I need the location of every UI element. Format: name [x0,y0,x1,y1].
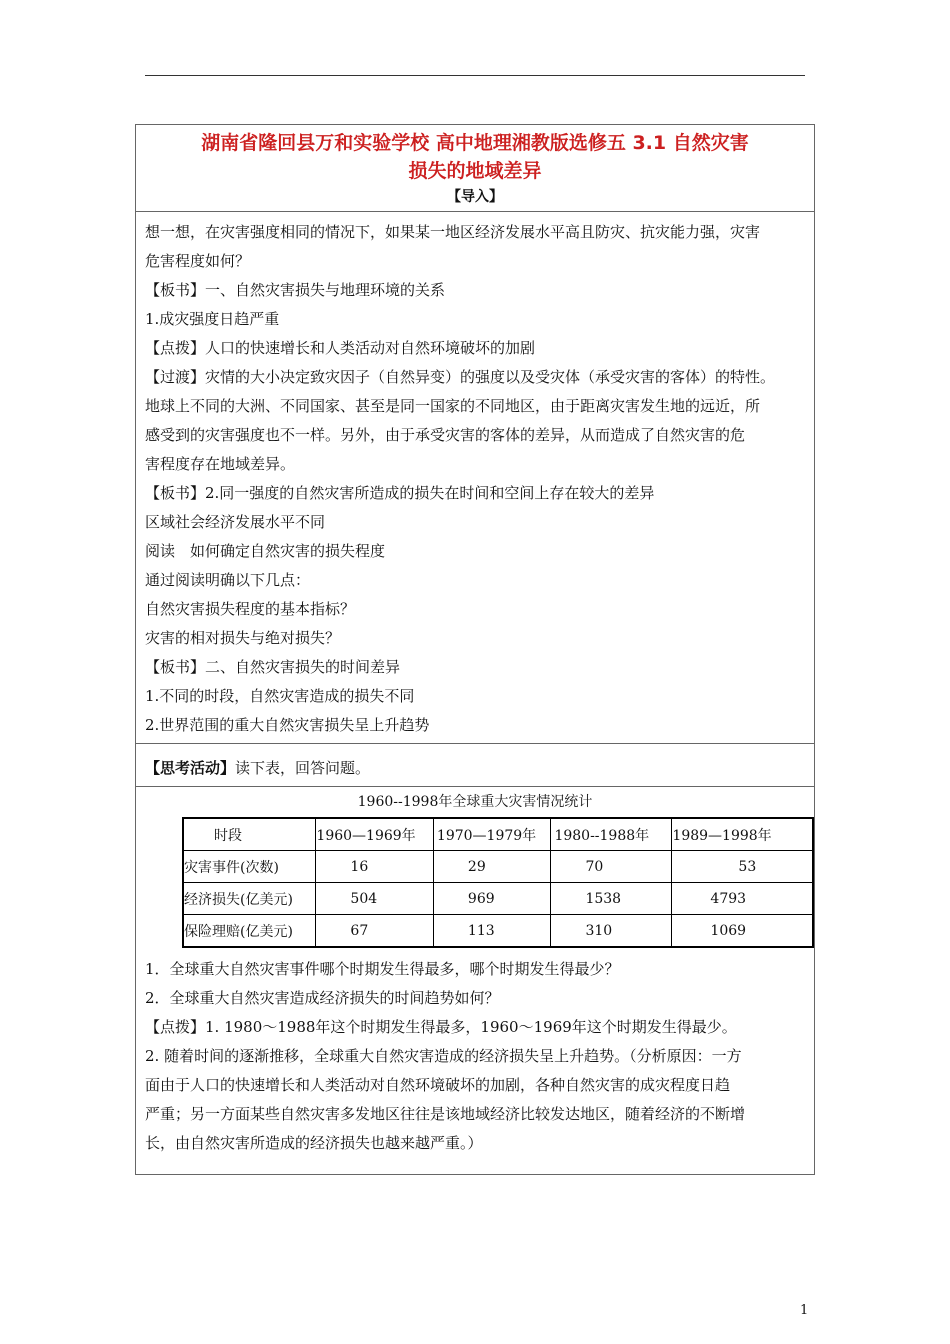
table-cell: 70 [551,851,672,883]
body-line: 1.成灾强度日趋严重 [145,310,280,328]
question-line: 面由于人口的快速增长和人类活动对自然环境破坏的加剧，各种自然灾害的成灾程度日趋 [145,1076,731,1094]
question-line: 2. 随着时间的逐渐推移，全球重大自然灾害造成的经济损失呈上升趋势。（分析原因：一方 [145,1047,742,1065]
table-cell: 经济损失(亿美元) [183,883,316,915]
title-box [135,124,815,212]
question-line: 严重；另一方面某些自然灾害多发地区往往是该地域经济比较发达地区，随着经济的不断增 [145,1105,746,1123]
question-line: 1．全球重大自然灾害事件哪个时期发生得最多，哪个时期发生得最少？ [145,960,620,978]
table-header-cell: 时段 [183,818,316,851]
table-row [183,915,813,948]
body-line: 【板书】一、自然灾害损失与地理环境的关系 [145,281,446,299]
table-cell: 1538 [551,883,672,915]
activity-box [135,743,815,787]
body-line: 【板书】二、自然灾害损失的时间差异 [145,658,401,676]
body-line: 灾害的相对损失与绝对损失？ [145,629,341,647]
header-rule [145,75,805,76]
body-line: 【点拨】人口的快速增长和人类活动对自然环境破坏的加剧 [145,339,536,357]
table-header-cell: 1980--1988年 [551,818,672,851]
table-cell: 310 [551,915,672,948]
body-line: 感受到的灾害强度也不一样。另外，由于承受灾害的客体的差异，从而造成了自然灾害的危 [145,426,746,444]
body-line: 【过渡】灾情的大小决定致灾因子（自然异变）的强度以及受灾体（承受灾害的客体）的特性。 [145,368,776,386]
section-heading: 【导入】 [447,189,503,205]
body-line: 阅读 如何确定自然灾害的损失程度 [145,542,386,560]
body-line: 区域社会经济发展水平不同 [145,513,326,531]
body-line: 想一想，在灾害强度相同的情况下，如果某一地区经济发展水平高且防灾、抗灾能力强，灾害 [145,223,761,241]
body-line: 自然灾害损失程度的基本指标？ [145,600,356,618]
page-number: 1 [800,1303,809,1318]
table-row [183,883,813,915]
table-cell: 29 [433,851,551,883]
activity-label: 【思考活动】 [145,759,236,777]
table-cell: 16 [316,851,434,883]
table-section [135,786,815,1175]
body-line: 1.不同的时段，自然灾害造成的损失不同 [145,687,415,705]
body-line: 通过阅读明确以下几点： [145,571,311,589]
questions-block [145,955,745,1158]
question-line: 长，由自然灾害所造成的经济损失也越来越严重。） [145,1134,483,1152]
question-line: 【点拨】1. 1980～1988年这个时期发生得最多，1960～1969年这个时期发生得最少。 [145,1018,737,1036]
table-cell: 67 [316,915,434,948]
disaster-stats-table [182,817,814,948]
table-header-cell: 1960—1969年 [316,818,434,851]
table-cell: 保险理赔(亿美元) [183,915,316,948]
table-cell: 113 [433,915,551,948]
table-cell: 969 [433,883,551,915]
table-cell: 灾害事件(次数) [183,851,316,883]
body-line: 危害程度如何？ [145,252,251,270]
table-header-cell: 1970—1979年 [433,818,551,851]
table-cell: 1069 [672,915,813,948]
body-line: 【板书】2.同一强度的自然灾害所造成的损失在时间和空间上存在较大的差异 [145,484,655,502]
question-line: 2．全球重大自然灾害造成经济损失的时间趋势如何？ [145,989,500,1007]
body-line: 害程度存在地域差异。 [145,455,296,473]
table-cell: 53 [672,851,813,883]
page-title: 湖南省隆回县万和实验学校 高中地理湘教版选修五 3.1 自然灾害 [201,132,749,154]
body-line: 地球上不同的大洲、不同国家、甚至是同一国家的不同地区，由于距离灾害发生地的远近，所 [145,397,761,415]
table-header-row [183,818,813,851]
table-row [183,851,813,883]
intro-body [135,211,815,744]
table-cell: 504 [316,883,434,915]
table-cell: 4793 [672,883,813,915]
body-line: 2.世界范围的重大自然灾害损失呈上升趋势 [145,716,430,734]
page-title-cont: 损失的地域差异 [408,160,542,182]
activity-text: 读下表，回答问题。 [235,759,371,777]
table-title: 1960--1998年全球重大灾害情况统计 [357,794,593,810]
table-header-cell: 1989—1998年 [672,818,813,851]
